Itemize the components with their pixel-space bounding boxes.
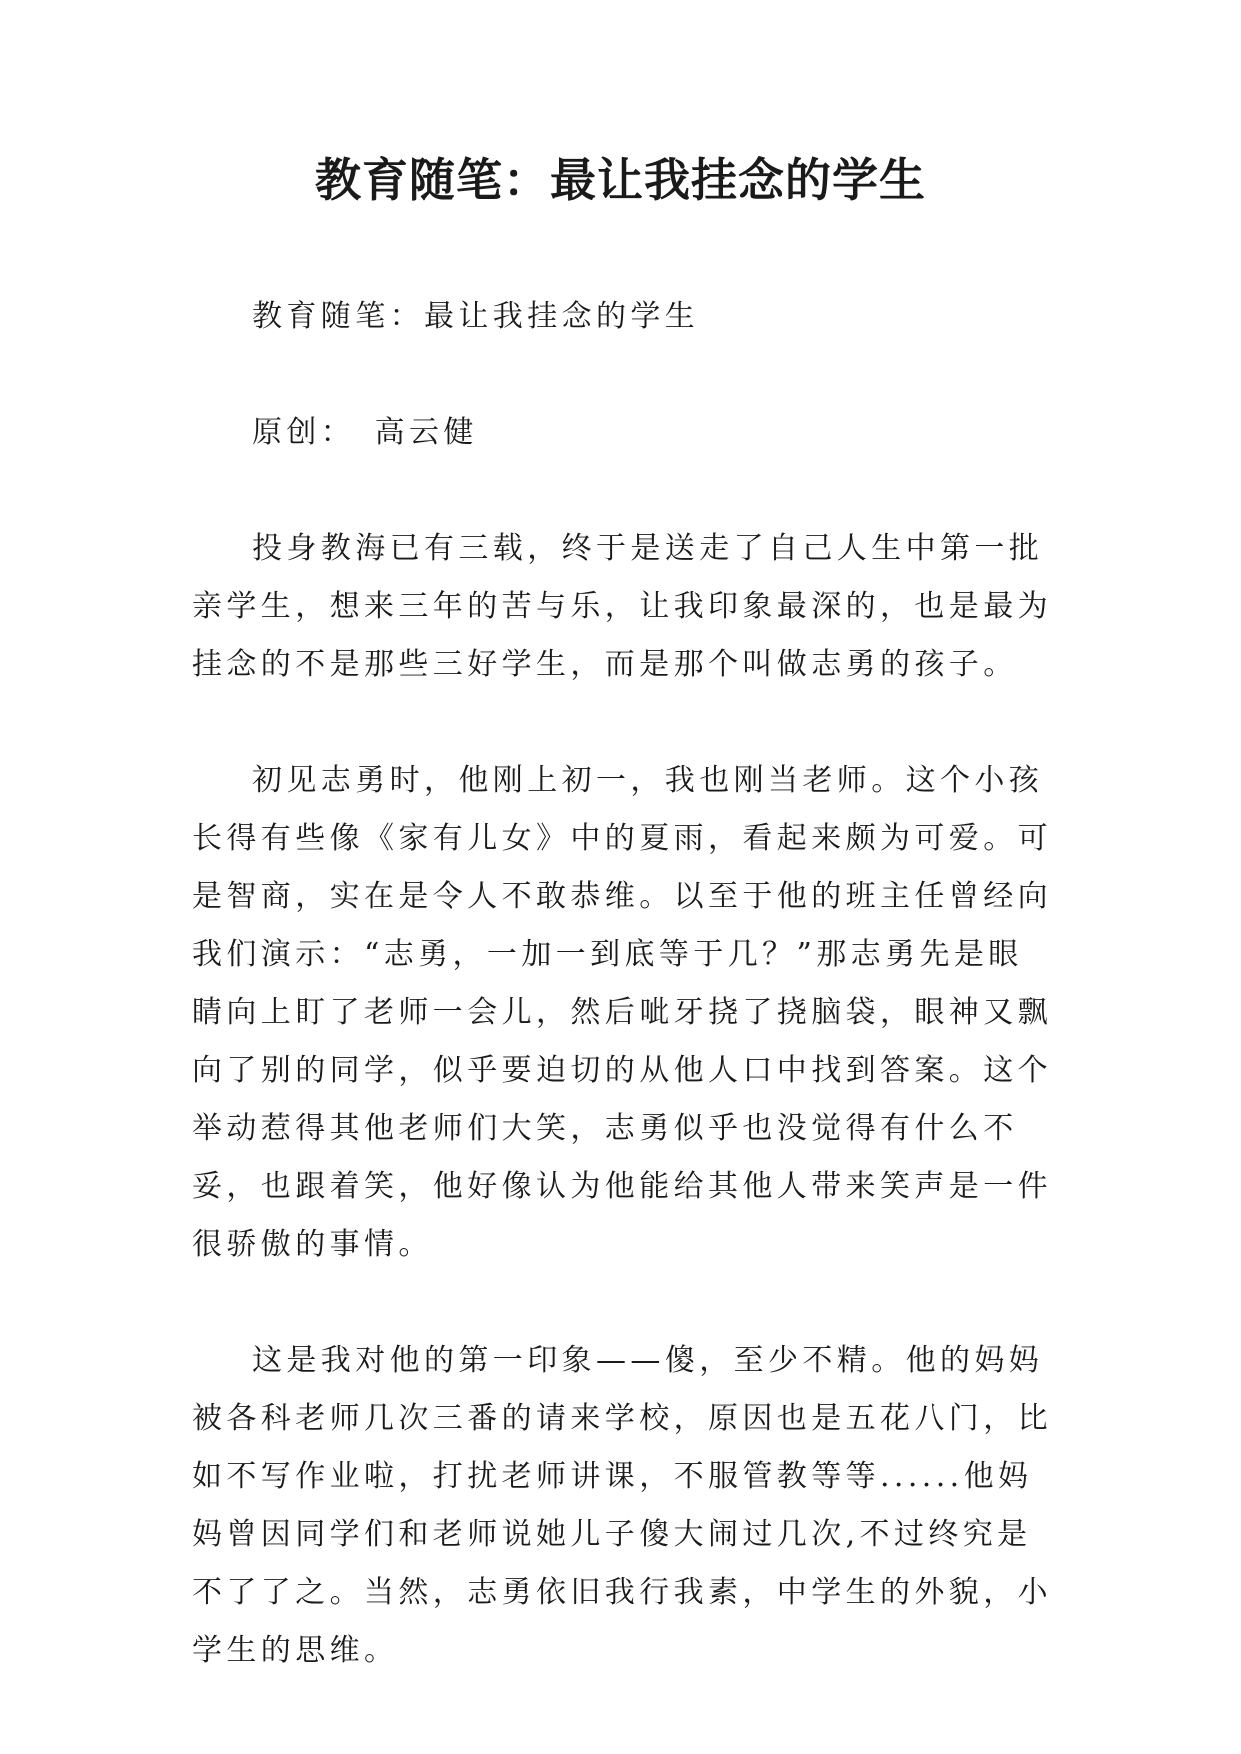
paragraph-1: 投身教海已有三载，终于是送走了自己人生中第一批亲学生，想来三年的苦与乐，让我印象最深的，也是最为挂念的不是那些三好学生，而是那个叫做志勇的孩子。: [192, 531, 1052, 682]
paragraph-3: 这是我对他的第一印象——傻，至少不精。他的妈妈被各科老师几次三番的请来学校，原因也是五花八门，比如不写作业啦，打扰老师讲课，不服管教等等......他妈妈曾因同学们和老师说她儿子傻大闹过几次,不过终究是不了了之。当然，志勇依旧我行我素，中学生的外貌，小学生的思维。: [192, 1343, 1052, 1668]
author-line: 原创： 高云健: [252, 415, 478, 450]
document-body: [192, 288, 1057, 1738]
subtitle-line: 教育随笔：最让我挂念的学生: [252, 299, 700, 334]
paragraph-2: 初见志勇时，他刚上初一，我也刚当老师。这个小孩长得有些像《家有儿女》中的夏雨，看起来颇为可爱。可是智商，实在是令人不敢恭维。以至于他的班主任曾经向我们演示：“志勇，一加一到底等于几？”那志勇先是眼睛向上盯了老师一会儿，然后呲牙挠了挠脑袋，眼神又飘向了别的同学，似乎要迫切的从他人口中找到答案。这个举动惹得其他老师们大笑，志勇似乎也没觉得有什么不妥，也跟着笑，他好像认为他能给其他人带来笑声是一件很骄傲的事情。: [192, 763, 1052, 1262]
document-title: 教育随笔：最让我挂念的学生: [315, 153, 926, 207]
